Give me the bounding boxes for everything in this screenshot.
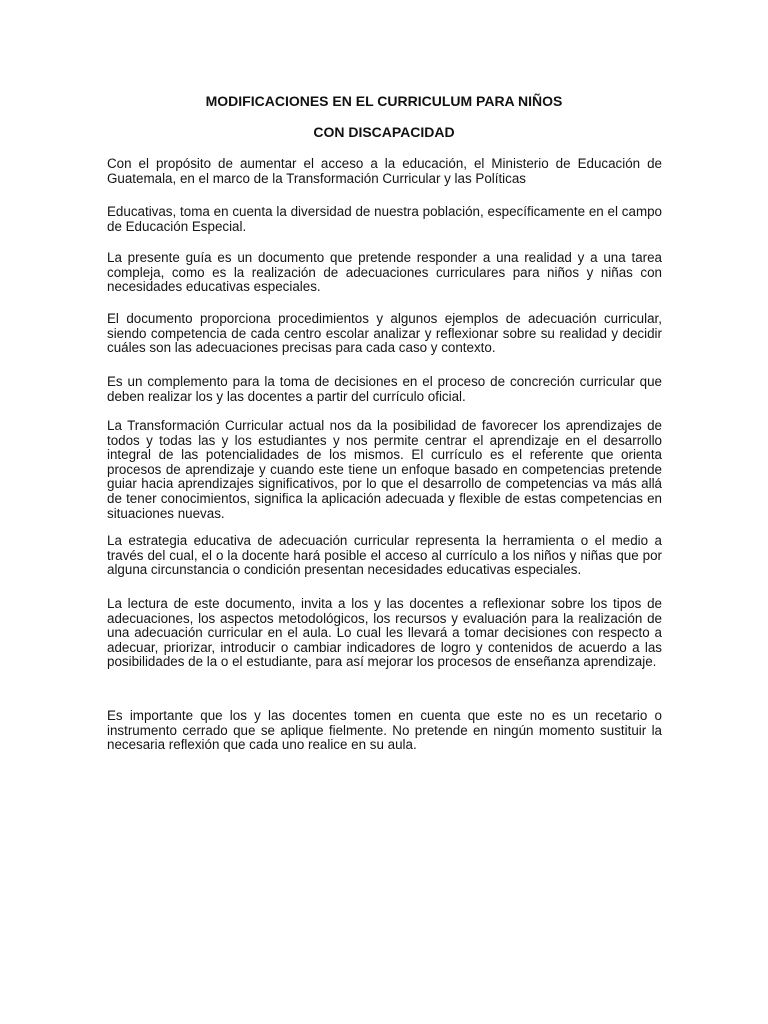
paragraph-9: Es importante que los y las docentes tomen en cuenta que este no es un recetario o instrumento cerrado que se aplique fielmente. No pretende en ningún momento sustituir la necesaria reflexión que cada uno realice en su aula. — [107, 708, 662, 753]
paragraph-8: La lectura de este documento, invita a los y las docentes a reflexionar sobre los tipos de adecuaciones, los aspectos metodológicos, los recursos y evaluación para la realización de una adecuación curricular en el aula. Lo cual les llevará a tomar decisiones con respecto a adecuar, priorizar, introducir o cambiar indicadores de logro y contenidos de acuerdo a las posibilidades de la o el estudiante, para así mejorar los procesos de enseñanza aprendizaje. — [107, 596, 662, 670]
paragraph-5: Es un complemento para la toma de decisiones en el proceso de concreción curricular que deben realizar los y las docentes a partir del currículo oficial. — [107, 374, 662, 404]
paragraph-2: Educativas, toma en cuenta la diversidad de nuestra población, específicamente en el campo de Educación Especial. — [107, 204, 662, 234]
paragraph-1: Con el propósito de aumentar el acceso a la educación, el Ministerio de Educación de Guatemala, en el marco de la Transformación Curricular y las Políticas — [107, 156, 662, 186]
document-title-line-1: MODIFICACIONES EN EL CURRICULUM PARA NIÑOS — [205, 93, 563, 109]
paragraph-7: La estrategia educativa de adecuación curricular representa la herramienta o el medio a través del cual, el o la docente hará posible el acceso al currículo a los niños y niñas que por alguna circunstancia o condición presentan necesidades educativas especiales. — [107, 533, 662, 578]
paragraph-6: La Transformación Curricular actual nos da la posibilidad de favorecer los aprendizajes de todos y todas las y los estudiantes y nos permite centrar el aprendizaje en el desarrollo integral de las potencialidades de los mismos. El currículo es el referente que orienta procesos de aprendizaje y cuando este tiene un enfoque basado en competencias pretende guiar hacia aprendizajes significativos, por lo que el desarrollo de competencias va más allá de tener conocimientos, significa la aplicación adecuada y flexible de estas competencias en situaciones nuevas. — [107, 418, 662, 521]
document-title-line-2: CON DISCAPACIDAD — [313, 124, 455, 140]
paragraph-3: La presente guía es un documento que pretende responder a una realidad y a una tarea compleja, como es la realización de adecuaciones curriculares para niños y niñas con necesidades educativas especiales. — [107, 250, 662, 295]
paragraph-4: El documento proporciona procedimientos y algunos ejemplos de adecuación curricular, siendo competencia de cada centro escolar analizar y reflexionar sobre su realidad y decidir cuáles son las adecuaciones precisas para cada caso y contexto. — [107, 311, 662, 356]
